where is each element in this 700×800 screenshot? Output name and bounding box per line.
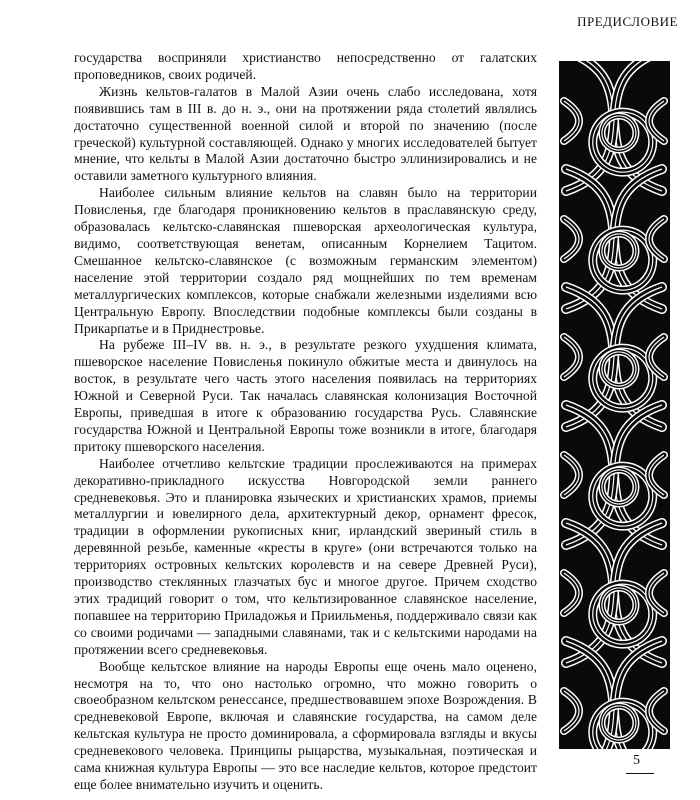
page-number: 5 [633,753,640,768]
paragraph: Наиболее сильным влияние кельтов на славян было на территории Повисленья, где благодаря проникновению кельтов в праславянскую среду, образовалась кельтско-славянская пшеворская археологическая культура, видимо, соответствующая венетам, описанным Корнелием Тацитом. Смешанное кельтско-славянское (с возможным германским элементом) население этой территории создало ряд мощнейших по тем временам металлургических комплексов, которые снабжали железными изделиями всю Центральную Европу. Впоследствии подобные комплексы были созданы в Прикарпатье и в Приднестровье. [74,185,537,336]
running-head: ПРЕДИСЛОВИЕ [577,14,678,29]
body-text [74,50,537,794]
paragraph: Наиболее отчетливо кельтские традиции прослеживаются на примерах декоративно-прикладного искусства Новгородской земли раннего средневековья. Это и планировка языческих и христианских храмов, приемы металлургии и ювелирного дела, архитектурный декор, орнамент фресок, традиции в оформлении рукописных книг, ирландский звериный стиль в деревянной резьбе, каменные «кресты в круге» (они встречаются только на территориях островных кельтских королевств и на севере Древней Руси), производство стеклянных глазчатых бус и многое другое. Причем сходство этих традиций говорит о том, что кельтизированное славянское население, попавшее на территорию Приладожья и Приильменья, поддерживало связи как со своими родичами — западными славянами, так и с кельтскими народами на протяжении всего средневековья. [74,455,537,657]
paragraph: На рубеже III–IV вв. н. э., в результате резкого ухудшения климата, пшеворское население Повисленья покинуло обжитые места и двинулось на восток, в результате чего часть этого населения появилась на территориях Южной и Северной Руси. Так началась славянская колонизация Восточной Европы, приведшая в итоге к образованию государства Русь. Славянские государства Южной и Центральной Европы тоже возникли в итоге, благодаря притоку пшеворского населения. [74,337,537,454]
paragraph: Вообще кельтское влияние на народы Европы еще очень мало оценено, несмотря на то, что оно настолько огромно, что можно говорить о своеобразном кельтском ренессансе, предшествовавшем эпохе Возрождения. В средневековой Европе, включая и славянские государства, на самом деле кельтская культура не просто доминировала, а сформировала взгляды и вкусы средневекового человека. Принципы рыцарства, музыкальная, поэтическая и сама книжная культура Европы — это все наследие кельтов, которое предстоит еще более внимательно изучить и оценить. [74,658,537,792]
celtic-knotwork-border-icon [559,61,670,749]
page-number-rule [626,773,654,774]
paragraph: Жизнь кельтов-галатов в Малой Азии очень слабо исследована, хотя появившись там в III в. до н. э., они на протяжении ряда столетий являлись достаточно существенной военной силой и второй по значению (после греческой) культурной составляющей. Однако у многих исследователей бытует мнение, что кельты в Малой Азии достаточно быстро эллинизировались и не оставили заметного культурного влияния. [74,83,537,184]
paragraph: государства восприняли христианство непосредственно от галатских проповедников, своих родичей. [74,50,537,82]
knotwork-illustration [559,61,670,749]
